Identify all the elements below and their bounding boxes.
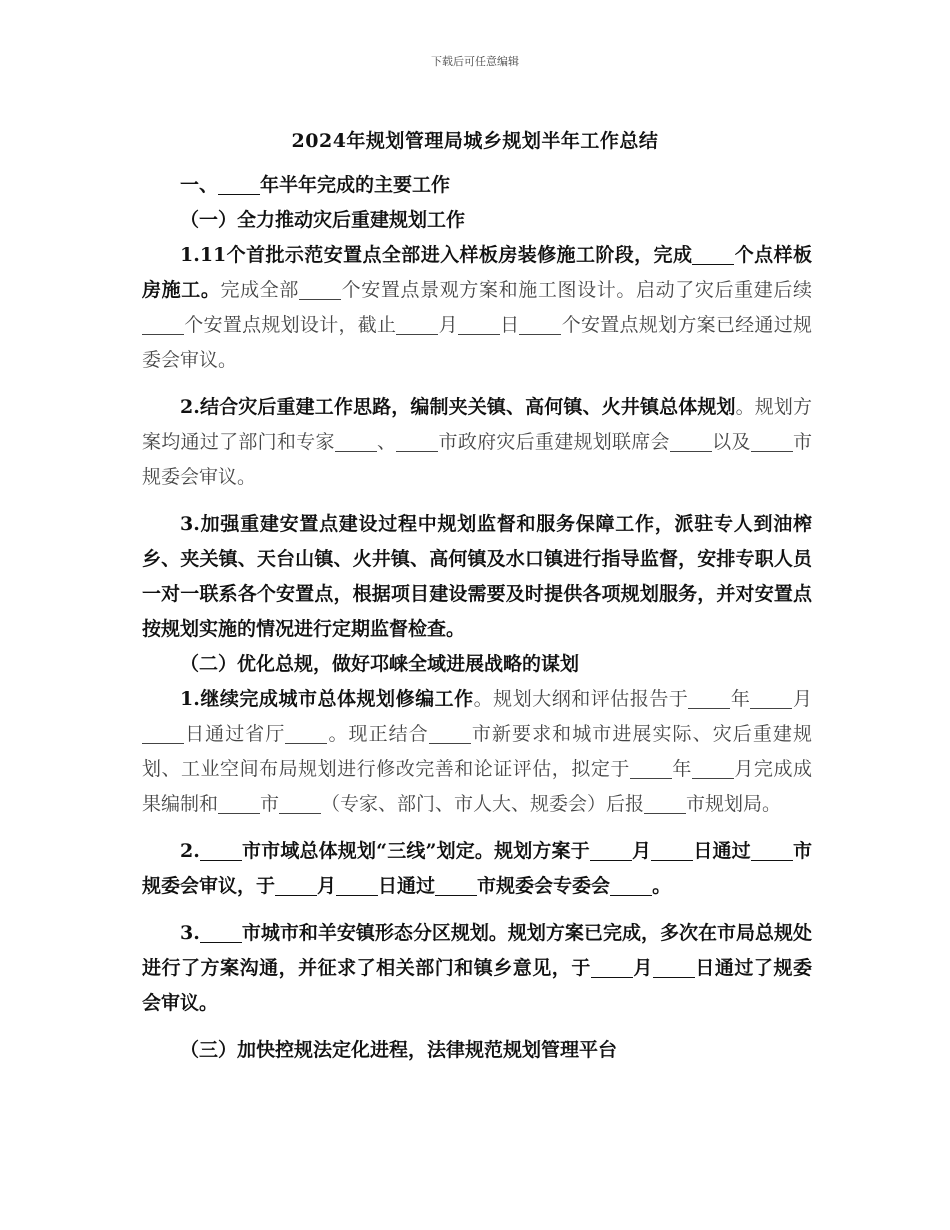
blank [396, 314, 438, 335]
blank [279, 793, 321, 814]
blank [651, 840, 693, 861]
paragraph-3: 3.加强重建安置点建设过程中规划监督和服务保障工作，派驻专人到油榨乡、夹关镇、天台山镇、火井镇、高何镇及水口镇进行指导监督，安排专职人员一对一联系各个安置点，根据项目建设需要及时提供各项规划服务，并对安置点按规划实施的情况进行定期监督检查。 [142, 513, 812, 640]
document-title: 2024年规划管理局城乡规划半年工作总结 [291, 130, 659, 152]
blank [218, 174, 260, 195]
document-body [142, 168, 812, 1068]
blank [218, 793, 260, 814]
paragraph-5: 2. 市市域总体规划“三线”划定。规划方案于 月 日通过 市规委会审议，于 月 日通过 市规委会专委会 。 [142, 840, 812, 897]
page-header: 下载后可任意编辑 [431, 55, 519, 68]
blank [591, 957, 633, 978]
blank [670, 431, 712, 452]
paragraph-2: 2.结合灾后重建工作思路，编制夹关镇、高何镇、火井镇总体规划。规划方案均通过了部门和专家 、 市政府灾后重建规划联席会 以及 市规委会审议。 [142, 396, 812, 488]
blank [750, 688, 792, 709]
blank [692, 758, 734, 779]
paragraph-1: 1.11个首批示范安置点全部进入样板房装修施工阶段，完成 个点样板房施工。完成全部 个安置点景观方案和施工图设计。启动了灾后重建后续个安置点规划设计，截止 月 日 个安置点规划方案已经通过规委会审议。 [142, 244, 812, 371]
blank [519, 314, 561, 335]
blank [751, 840, 793, 861]
paragraph-4: 1.继续完成城市总体规划修编工作。规划大纲和评估报告于 年 月日通过省厅 。现正结合 市新要求和城市进展实际、灾后重建规划、工业空间布局规划进行修改完善和论证评估，拟定于 年 月完成成果编制和 市 （专家、部门、市人大、规委会）后报 市规划局。 [142, 688, 812, 815]
blank [610, 875, 652, 896]
blank [200, 840, 242, 861]
blank [653, 957, 695, 978]
blank [142, 314, 184, 335]
blank [200, 922, 242, 943]
blank [429, 723, 471, 744]
blank [688, 688, 730, 709]
paragraph-6: 3. 市城市和羊安镇形态分区规划。规划方案已完成，多次在市局总规处进行了方案沟通，并征求了相关部门和镇乡意见，于 月 日通过了规委会审议。 [142, 922, 812, 1014]
subsection-heading-3: （三）加快控规法定化进程，法律规范规划管理平台 [180, 1039, 618, 1061]
blank [590, 840, 632, 861]
blank [644, 793, 686, 814]
blank [299, 279, 341, 300]
subsection-heading-2: （二）优化总规，做好邛崃全域进展战略的谋划 [180, 653, 580, 675]
blank [435, 875, 477, 896]
blank [336, 875, 378, 896]
blank [275, 875, 317, 896]
blank [396, 431, 438, 452]
section-heading-1: 一、 年半年完成的主要工作 [180, 174, 451, 196]
subsection-heading-1: （一）全力推动灾后重建规划工作 [180, 209, 466, 231]
blank [751, 431, 793, 452]
blank [692, 244, 734, 265]
blank [630, 758, 672, 779]
blank [458, 314, 500, 335]
blank [142, 723, 184, 744]
blank [285, 723, 327, 744]
blank [335, 431, 377, 452]
